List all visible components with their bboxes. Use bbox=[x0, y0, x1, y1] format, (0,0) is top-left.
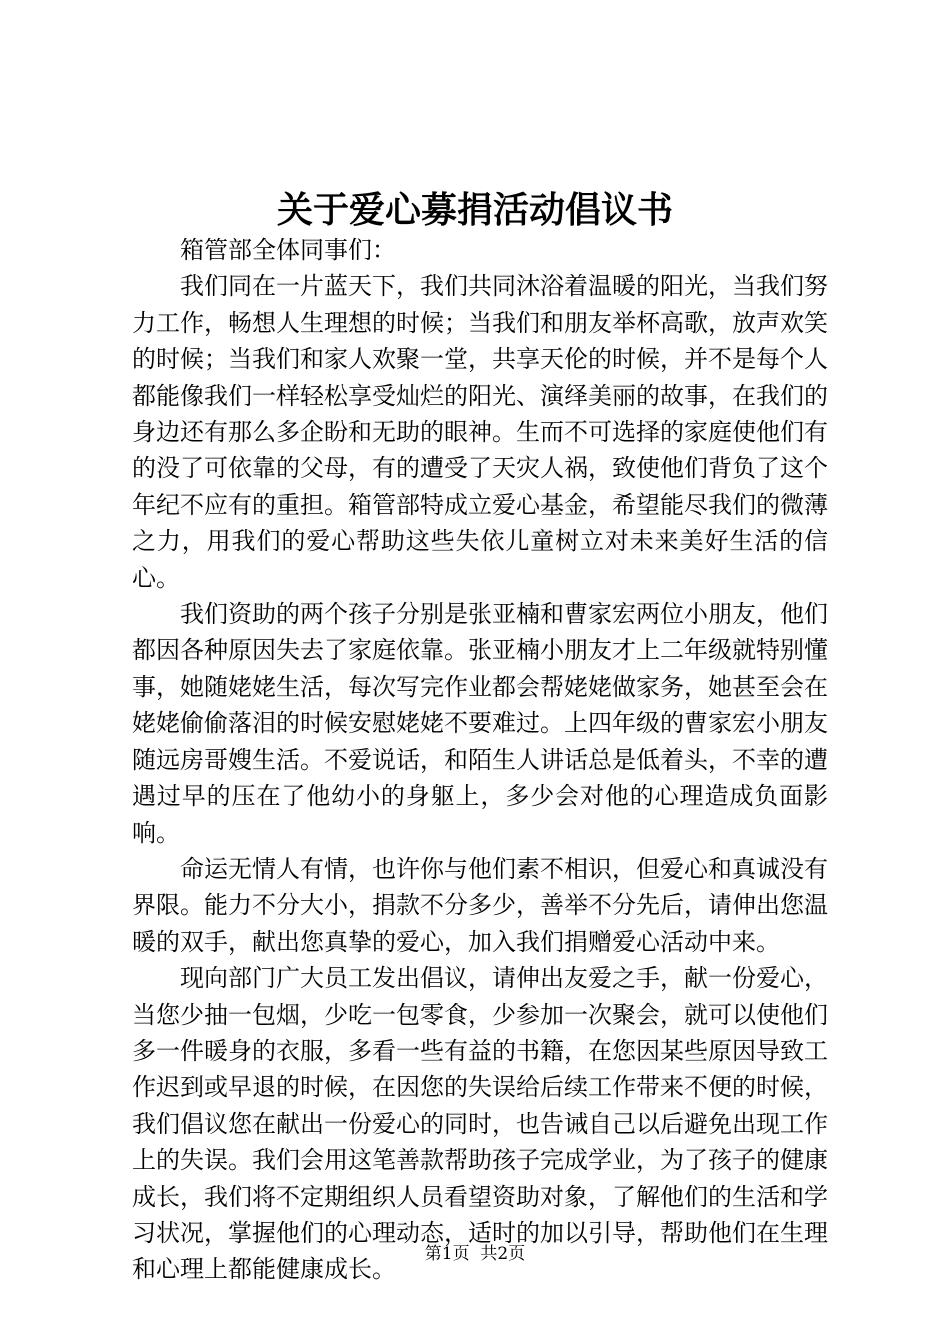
paragraph-1: 我们同在一片蓝天下，我们共同沐浴着温暖的阳光，当我们努力工作，畅想人生理想的时候；当我们和朋友举杯高歌，放声欢笑的时候；当我们和家人欢聚一堂，共享天伦的时候，并不是每个人都能像我们一样轻松享受灿烂的阳光、演绎美丽的故事，在我们的身边还有那么多企盼和无助的眼神。生而不可选择的家庭使他们有的没了可依靠的父母，有的遭受了天灾人祸，致使他们背负了这个年纪不应有的重担。箱管部特成立爱心基金，希望能尽我们的微薄之力，用我们的爱心帮助这些失依儿童树立对未来美好生活的信心。 bbox=[132, 272, 828, 592]
paragraph-3: 命运无情人有情，也许你与他们素不相识，但爱心和真诚没有界限。能力不分大小，捐款不分多少，善举不分先后，请伸出您温暖的双手，献出您真挚的爱心，加入我们捐赠爱心活动中来。 bbox=[132, 854, 828, 956]
paragraph-4: 现向部门广大员工发出倡议，请伸出友爱之手，献一份爱心，当您少抽一包烟，少吃一包零食，少参加一次聚会，就可以使他们多一件暖身的衣服，多看一些有益的书籍，在您因某些原因导致工作迟到或早退的时候，在因您的失误给后续工作带来不便的时候，我们倡议您在献出一份爱心的同时，也告诫自己以后避免出现工作上的失误。我们会用这笔善款帮助孩子完成学业，为了孩子的健康成长，我们将不定期组织人员看望资助对象，了解他们的生活和学习状况，掌握他们的心理动态，适时的加以引导，帮助他们在生理和心理上都能健康成长。 bbox=[132, 964, 828, 1284]
salutation: 箱管部全体同事们： bbox=[180, 236, 396, 264]
paragraph-2: 我们资助的两个孩子分别是张亚楠和曹家宏两位小朋友，他们都因各种原因失去了家庭依靠。张亚楠小朋友才上二年级就特别懂事，她随姥姥生活，每次写完作业都会帮姥姥做家务，她甚至会在姥姥偷偷落泪的时候安慰姥姥不要难过。上四年级的曹家宏小朋友随远房哥嫂生活。不爱说话，和陌生人讲话总是低着头，不幸的遭遇过早的压在了他幼小的身躯上，多少会对他的心理造成负面影响。 bbox=[132, 600, 828, 847]
document-body bbox=[132, 232, 828, 1288]
page-indicator: 第1页 共2页 bbox=[424, 1244, 526, 1264]
page-footer bbox=[0, 1242, 950, 1266]
document-title: 关于爱心募捐活动倡议书 bbox=[276, 189, 673, 231]
